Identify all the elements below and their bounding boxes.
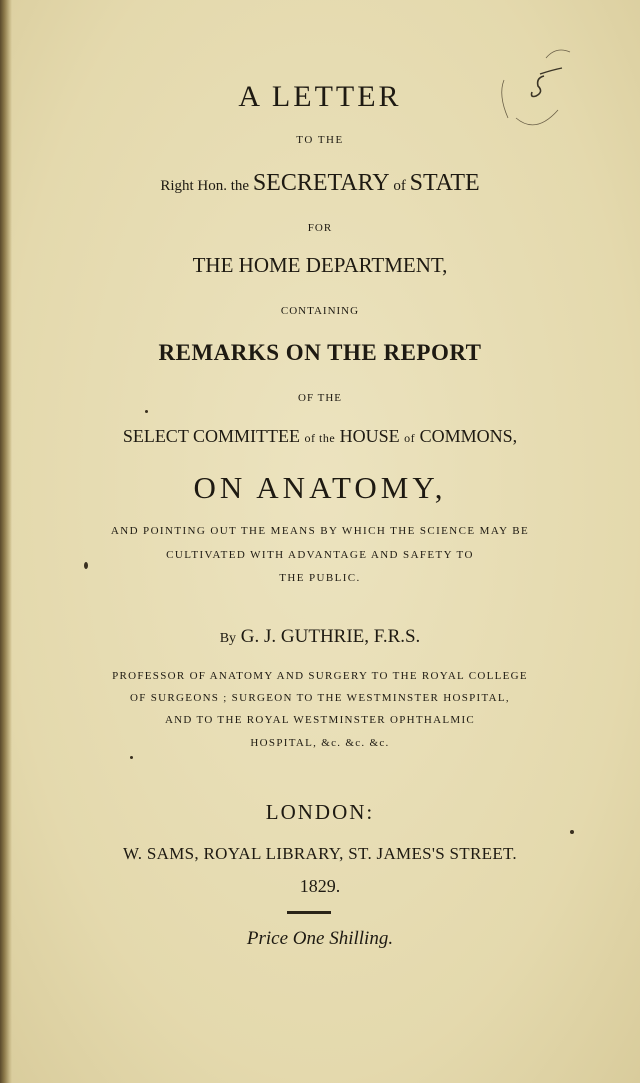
author-name: G. J. GUTHRIE, F.R.S.	[236, 626, 421, 647]
committee-part1: SELECT COMMITTEE	[122, 426, 305, 446]
committee-part4: of	[404, 431, 416, 445]
author-title-line: HOSPITAL, &c. &c. &c.	[250, 737, 390, 749]
committee-part2: of the	[304, 431, 336, 445]
recipient-part1: Right Hon. the	[160, 178, 253, 194]
author-title-line: AND TO THE ROYAL WESTMINSTER OPHTHALMIC	[164, 714, 476, 726]
purpose-line: THE PUBLIC.	[279, 572, 361, 584]
author-title-line: PROFESSOR OF ANATOMY AND SURGERY TO THE ROYAL COLLEGE	[112, 670, 528, 682]
committee-part5: COMMONS,	[415, 426, 518, 446]
containing-label: CONTAINING	[280, 305, 360, 317]
ink-speck	[130, 756, 133, 759]
divider-rule	[287, 911, 331, 914]
department: THE HOME DEPARTMENT,	[192, 253, 448, 277]
imprint-year: 1829.	[299, 876, 341, 896]
author-by: By	[219, 631, 237, 646]
ink-speck	[84, 562, 88, 569]
price: Price One Shilling.	[246, 928, 394, 949]
of-the-label: OF THE	[298, 392, 342, 404]
recipient-part4: STATE	[409, 170, 480, 196]
for-label: FOR	[307, 222, 333, 234]
ink-speck	[145, 410, 148, 413]
imprint-publisher: W. SAMS, ROYAL LIBRARY, ST. JAMES'S STREET.	[123, 844, 517, 863]
committee	[0, 426, 640, 447]
imprint-city: LONDON:	[265, 800, 375, 824]
subject-heading: ON ANATOMY,	[193, 470, 447, 505]
recipient-part3: of	[389, 178, 410, 194]
committee-part3: HOUSE	[335, 426, 405, 446]
to-the: TO THE	[296, 134, 344, 146]
author-title-line: OF SURGEONS ; SURGEON TO THE WESTMINSTER HOSPITAL,	[130, 692, 510, 704]
author-line	[0, 626, 640, 648]
title: A LETTER	[238, 80, 402, 113]
ink-speck	[570, 830, 574, 834]
remarks-heading: REMARKS ON THE REPORT	[158, 340, 482, 365]
binding-edge	[0, 0, 12, 1083]
recipient	[0, 170, 640, 197]
recipient-part2: SECRETARY	[252, 170, 390, 196]
purpose-line: CULTIVATED WITH ADVANTAGE AND SAFETY TO	[166, 549, 474, 561]
purpose-line: AND POINTING OUT THE MEANS BY WHICH THE SCIENCE MAY BE	[110, 525, 530, 537]
